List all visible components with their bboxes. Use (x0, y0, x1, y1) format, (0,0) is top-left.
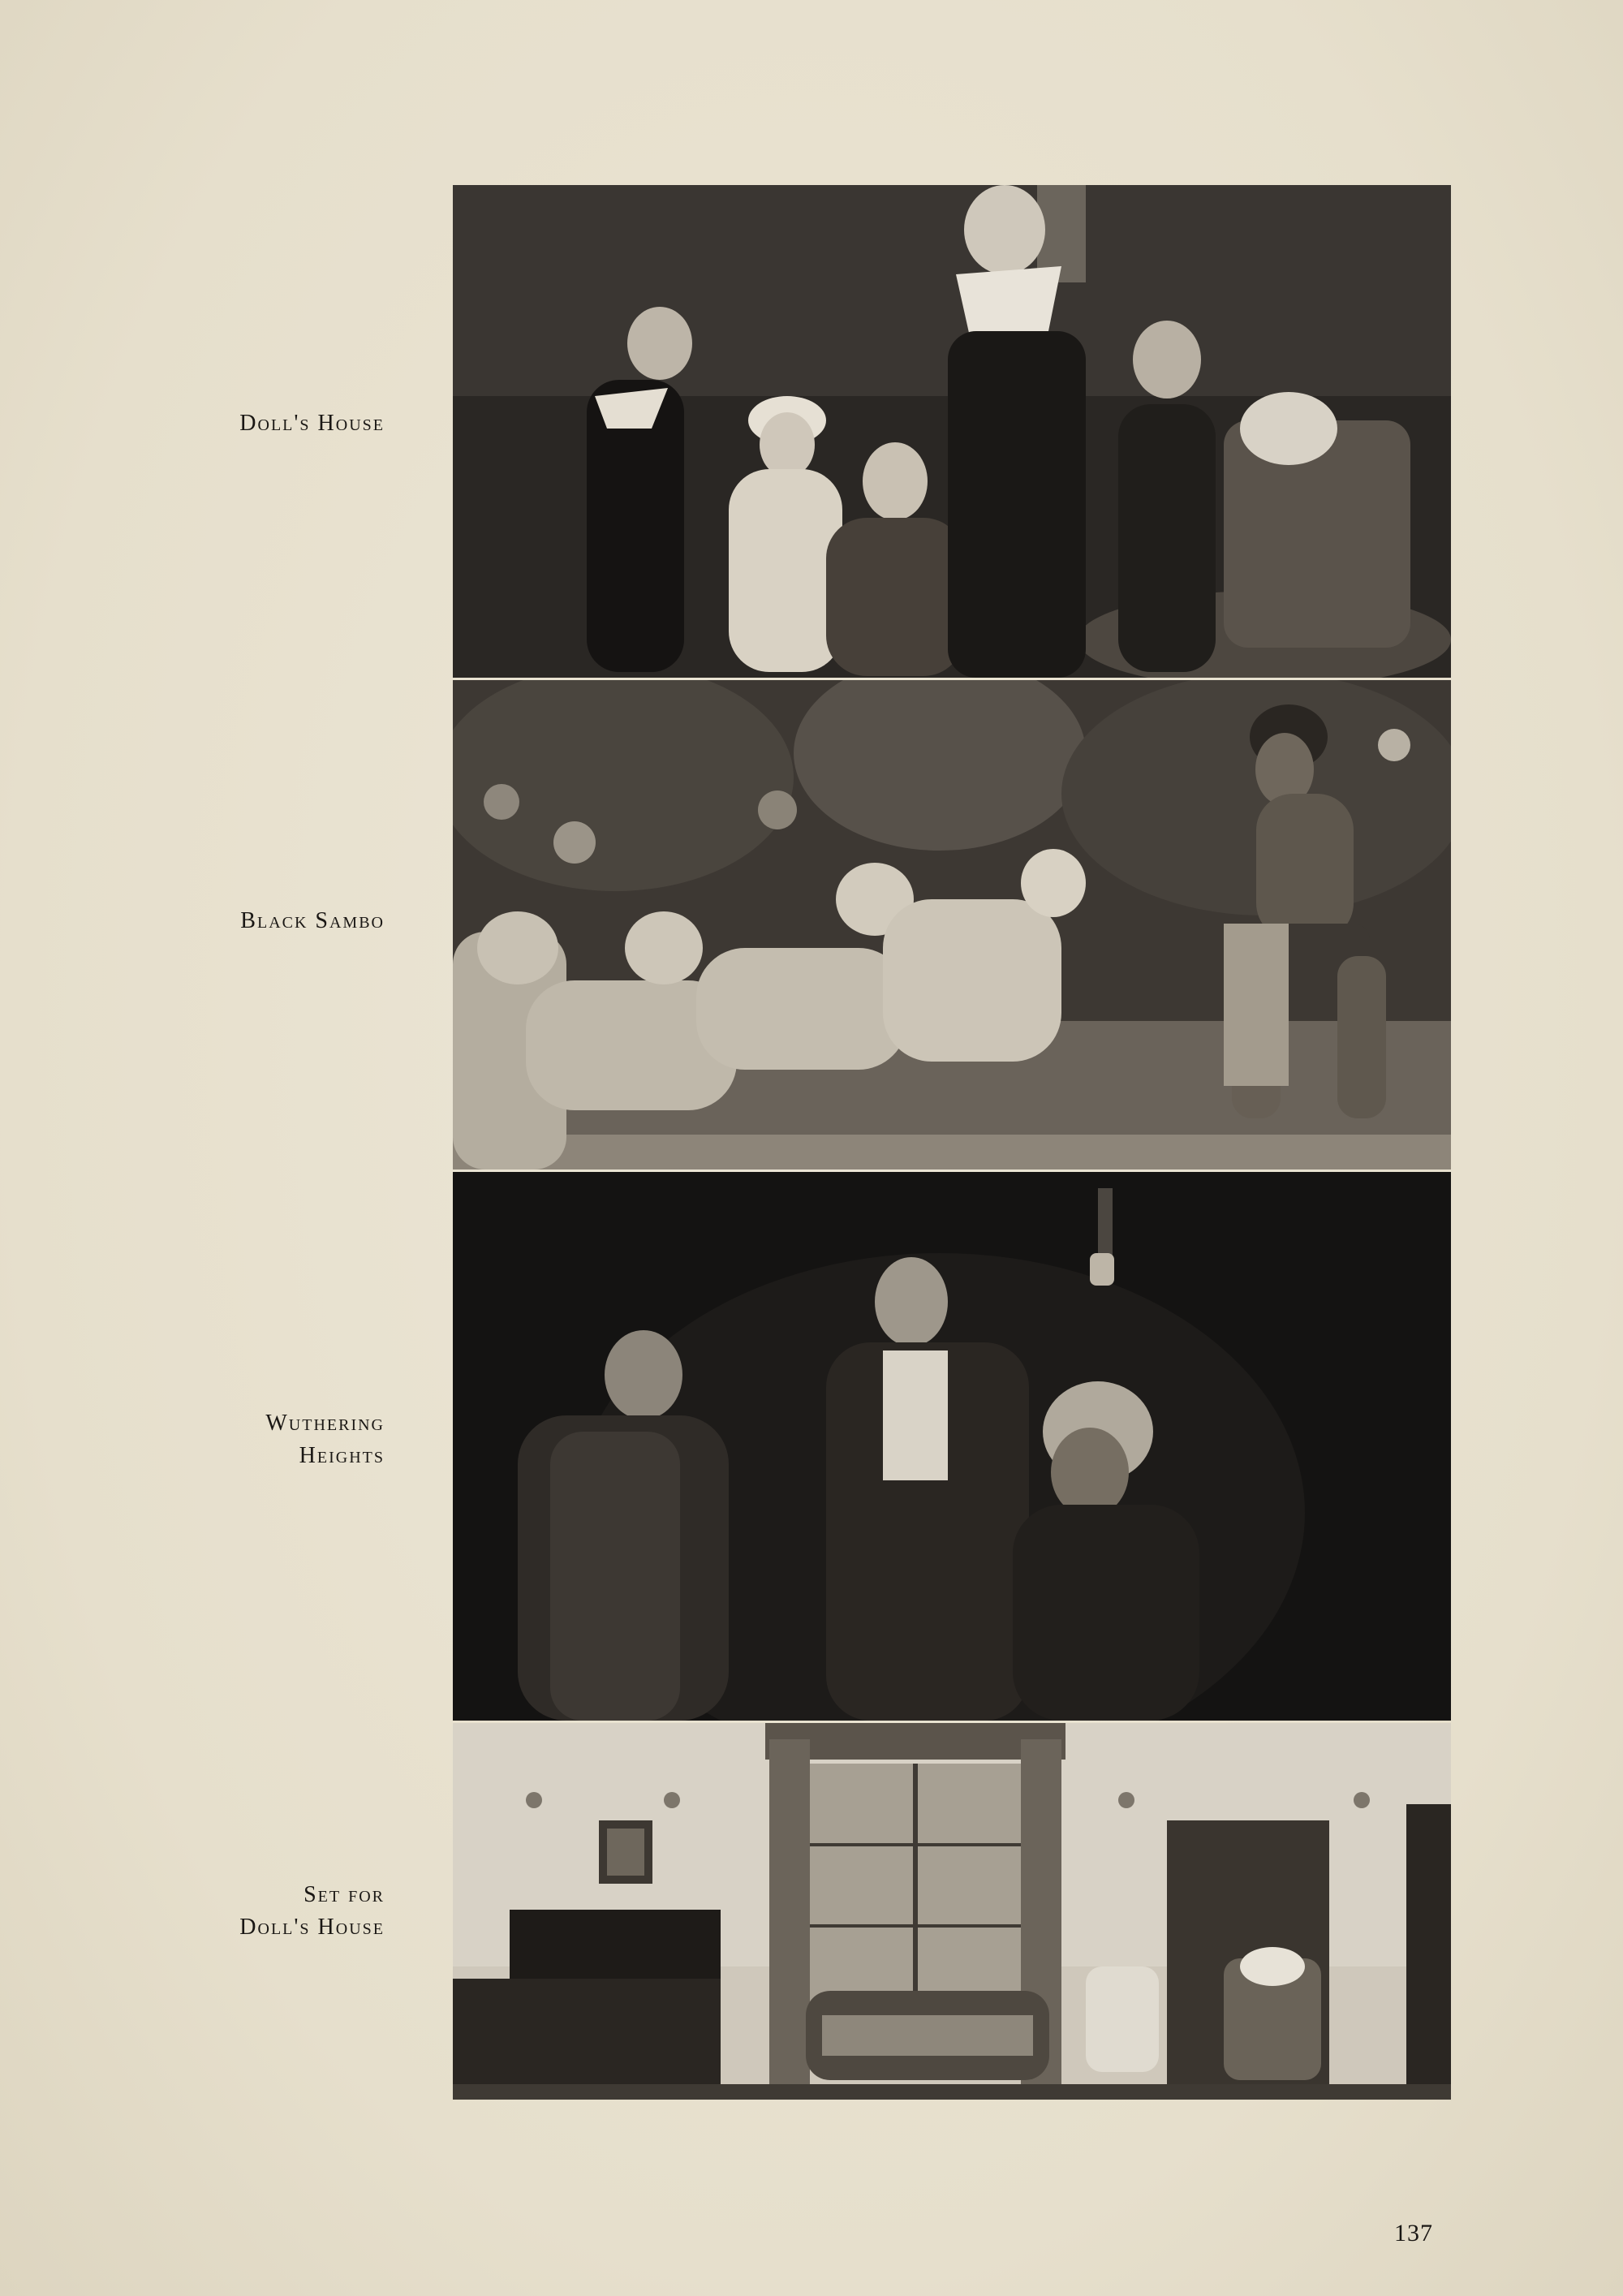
caption-set-for-dolls-house (141, 1879, 385, 1944)
photo-dolls-house (453, 185, 1451, 678)
caption-line: Doll's House (239, 411, 385, 436)
page-number: 137 (1394, 2220, 1433, 2246)
caption-black-sambo (141, 905, 385, 937)
photo-wuthering-heights-image (453, 1172, 1451, 1721)
caption-dolls-house (141, 407, 385, 440)
photo-wuthering-heights (453, 1172, 1451, 1721)
caption-wuthering-heights (141, 1407, 385, 1472)
photo-black-sambo-image (453, 680, 1451, 1170)
caption-line: Heights (299, 1443, 385, 1468)
caption-line: Black Sambo (240, 908, 385, 933)
caption-line: Set for (304, 1882, 385, 1907)
photo-dolls-house-image (453, 185, 1451, 678)
caption-line: Wuthering (265, 1411, 385, 1436)
photo-set-for-dolls-house-image (453, 1723, 1451, 2100)
photo-set-for-dolls-house (453, 1723, 1451, 2100)
caption-line: Doll's House (239, 1915, 385, 1940)
photo-black-sambo (453, 680, 1451, 1170)
